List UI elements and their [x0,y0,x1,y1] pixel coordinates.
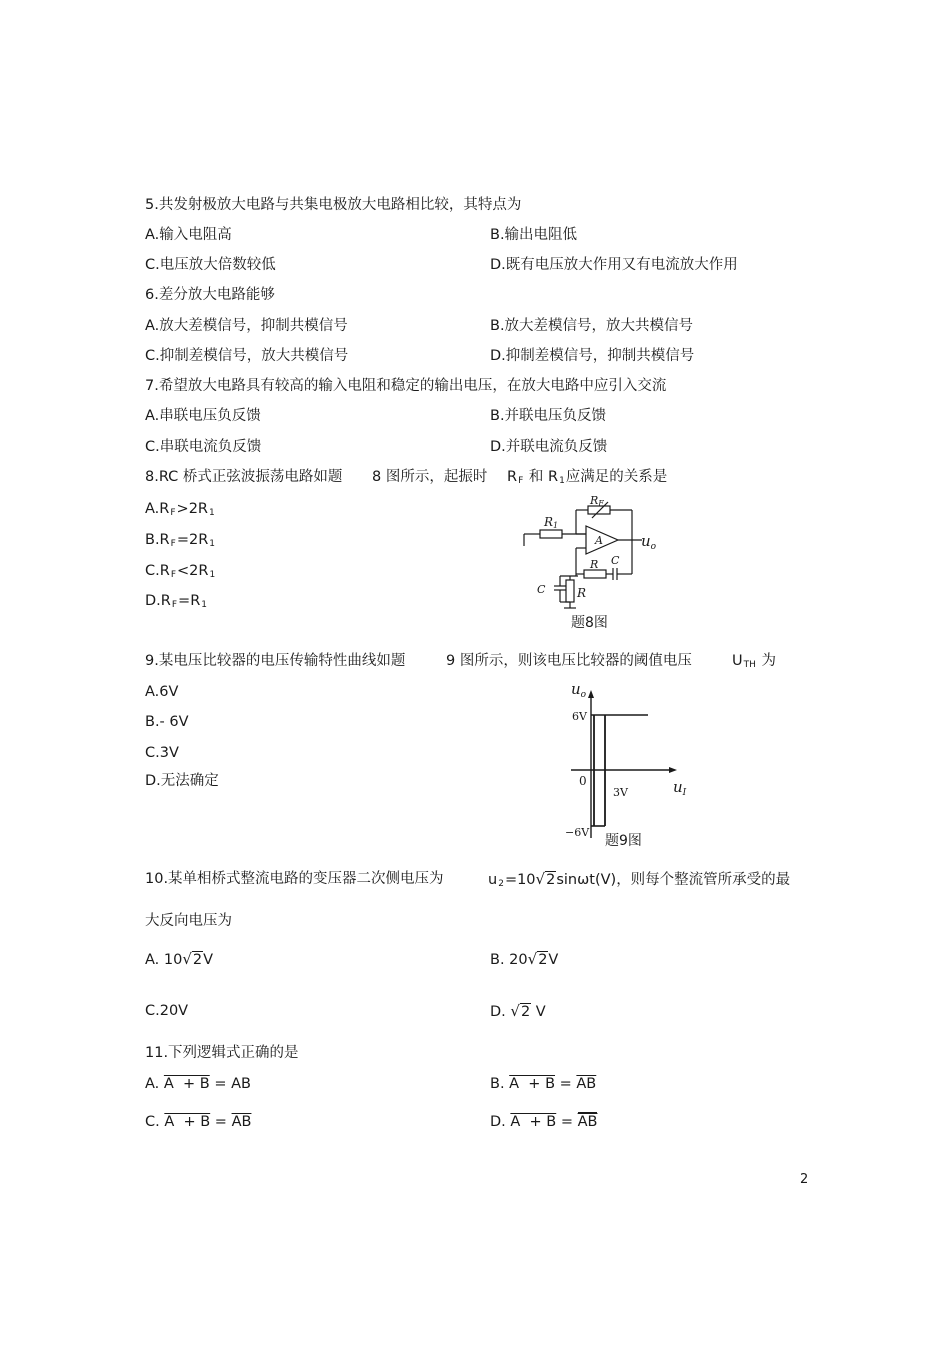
q10-stem-part2: 大反向电压为 [145,913,232,929]
q11-option-b: B. $A + B = \overline{AB}$ [490,1076,597,1092]
q9-option-b: B.- 6V [145,714,189,730]
q5-option-d: D.既有电压放大作用又有电流放大作用 [490,257,738,273]
amp-label: A [595,534,603,547]
origin-label: 0 [579,774,587,788]
q8-figure-caption: 题8图 [571,615,608,631]
q8-option-c: $C.R_F<2R_1$ [145,563,216,580]
q8-stem-part3: $R_F$ 和 $R_1$应满足的关系是 [507,469,668,486]
q6-option-a: A.放大差模信号，抑制共模信号 [145,318,348,334]
q10-option-d: D. √2 V [490,1002,546,1020]
parallel-r-resistor [566,580,574,602]
q5-option-b: B.输出电阻低 [490,227,578,243]
mid-label: 3V [613,786,628,799]
q7-stem: 7.希望放大电路具有较高的输入电阻和稳定的输出电压，在放大电路中应引入交流 [145,378,667,394]
q8-option-a: $A.R_F>2R_1$ [145,501,215,518]
q7-option-d: D.并联电流负反馈 [490,439,608,455]
x-axis-label: $u_I$ [673,778,687,798]
y-axis-label: $u_o$ [571,680,587,700]
q7-option-c: C.串联电流负反馈 [145,439,262,455]
q8-stem-part2: 8 图所示，起振时 [372,469,488,485]
comparator-transfer-curve [555,678,700,853]
q6-option-d: D.抑制差模信号，抑制共模信号 [490,348,695,364]
q7-option-a: A.串联电压负反馈 [145,408,261,424]
q8-stem-part1: 8.RC 桥式正弦波振荡电路如题 [145,469,343,485]
series-r-resistor [584,570,606,578]
series-c-label: C [611,554,620,567]
q10-option-a: A. 10√2V [145,950,214,968]
q9-stem-part2: 9 图所示，则该电压比较器的阈值电压 [446,653,692,669]
q9-option-d: D.无法确定 [145,773,219,789]
q9-figure-caption: 题9图 [605,833,642,849]
q6-stem: 6.差分放大电路能够 [145,287,275,303]
q11-option-d: D. $A + B = \overline{AB}$ [490,1114,598,1130]
parallel-c-label: C [537,583,546,596]
q5-option-a: A.输入电阻高 [145,227,232,243]
q11-option-c: C. $A + B = \overline{A}\overline{B}$ [145,1114,252,1130]
q8-option-d: $D.R_F=R_1$ [145,593,208,610]
q9-option-a: A.6V [145,684,179,700]
output-label: $u_o$ [641,532,657,552]
q5-option-c: C.电压放大倍数较低 [145,257,276,273]
q10-option-c: C.20V [145,1003,189,1019]
q6-option-c: C.抑制差模信号，放大共模信号 [145,348,349,364]
q6-option-b: B.放大差模信号，放大共模信号 [490,318,694,334]
top-level-label: 6V [572,710,587,723]
r1-resistor [540,530,562,538]
q11-option-a: A. A + B = AB [145,1076,251,1092]
parallel-r-label: R [577,586,587,600]
q10-stem-part1: 10.某单相桥式整流电路的变压器二次侧电压为 [145,871,444,887]
q9-stem-part3: $U_{TH}$ 为 [732,653,776,670]
series-r-label: R [590,558,599,571]
q11-stem: 11.下列逻辑式正确的是 [145,1045,299,1061]
q9-option-c: C.3V [145,745,179,761]
q9-stem-part1: 9.某电压比较器的电压传输特性曲线如题 [145,653,406,669]
r1-label: R1 [544,515,559,530]
q9-transfer-figure [555,678,700,853]
bottom-level-label: −6V [565,826,590,839]
q7-option-b: B.并联电压负反馈 [490,408,607,424]
page-number: 2 [800,1172,809,1187]
rf-label: RF [590,496,604,508]
q5-stem: 5.共发射极放大电路与共集电极放大电路相比较，其特点为 [145,197,522,213]
q8-circuit-figure [520,496,670,636]
q10-formula: $u_2=10√2\sin\omega t(V)$，则每个整流管所承受的最 [488,870,791,889]
q8-option-b: $B.R_F=2R_1$ [145,532,216,549]
q10-option-b: B. 20√2V [490,950,559,968]
